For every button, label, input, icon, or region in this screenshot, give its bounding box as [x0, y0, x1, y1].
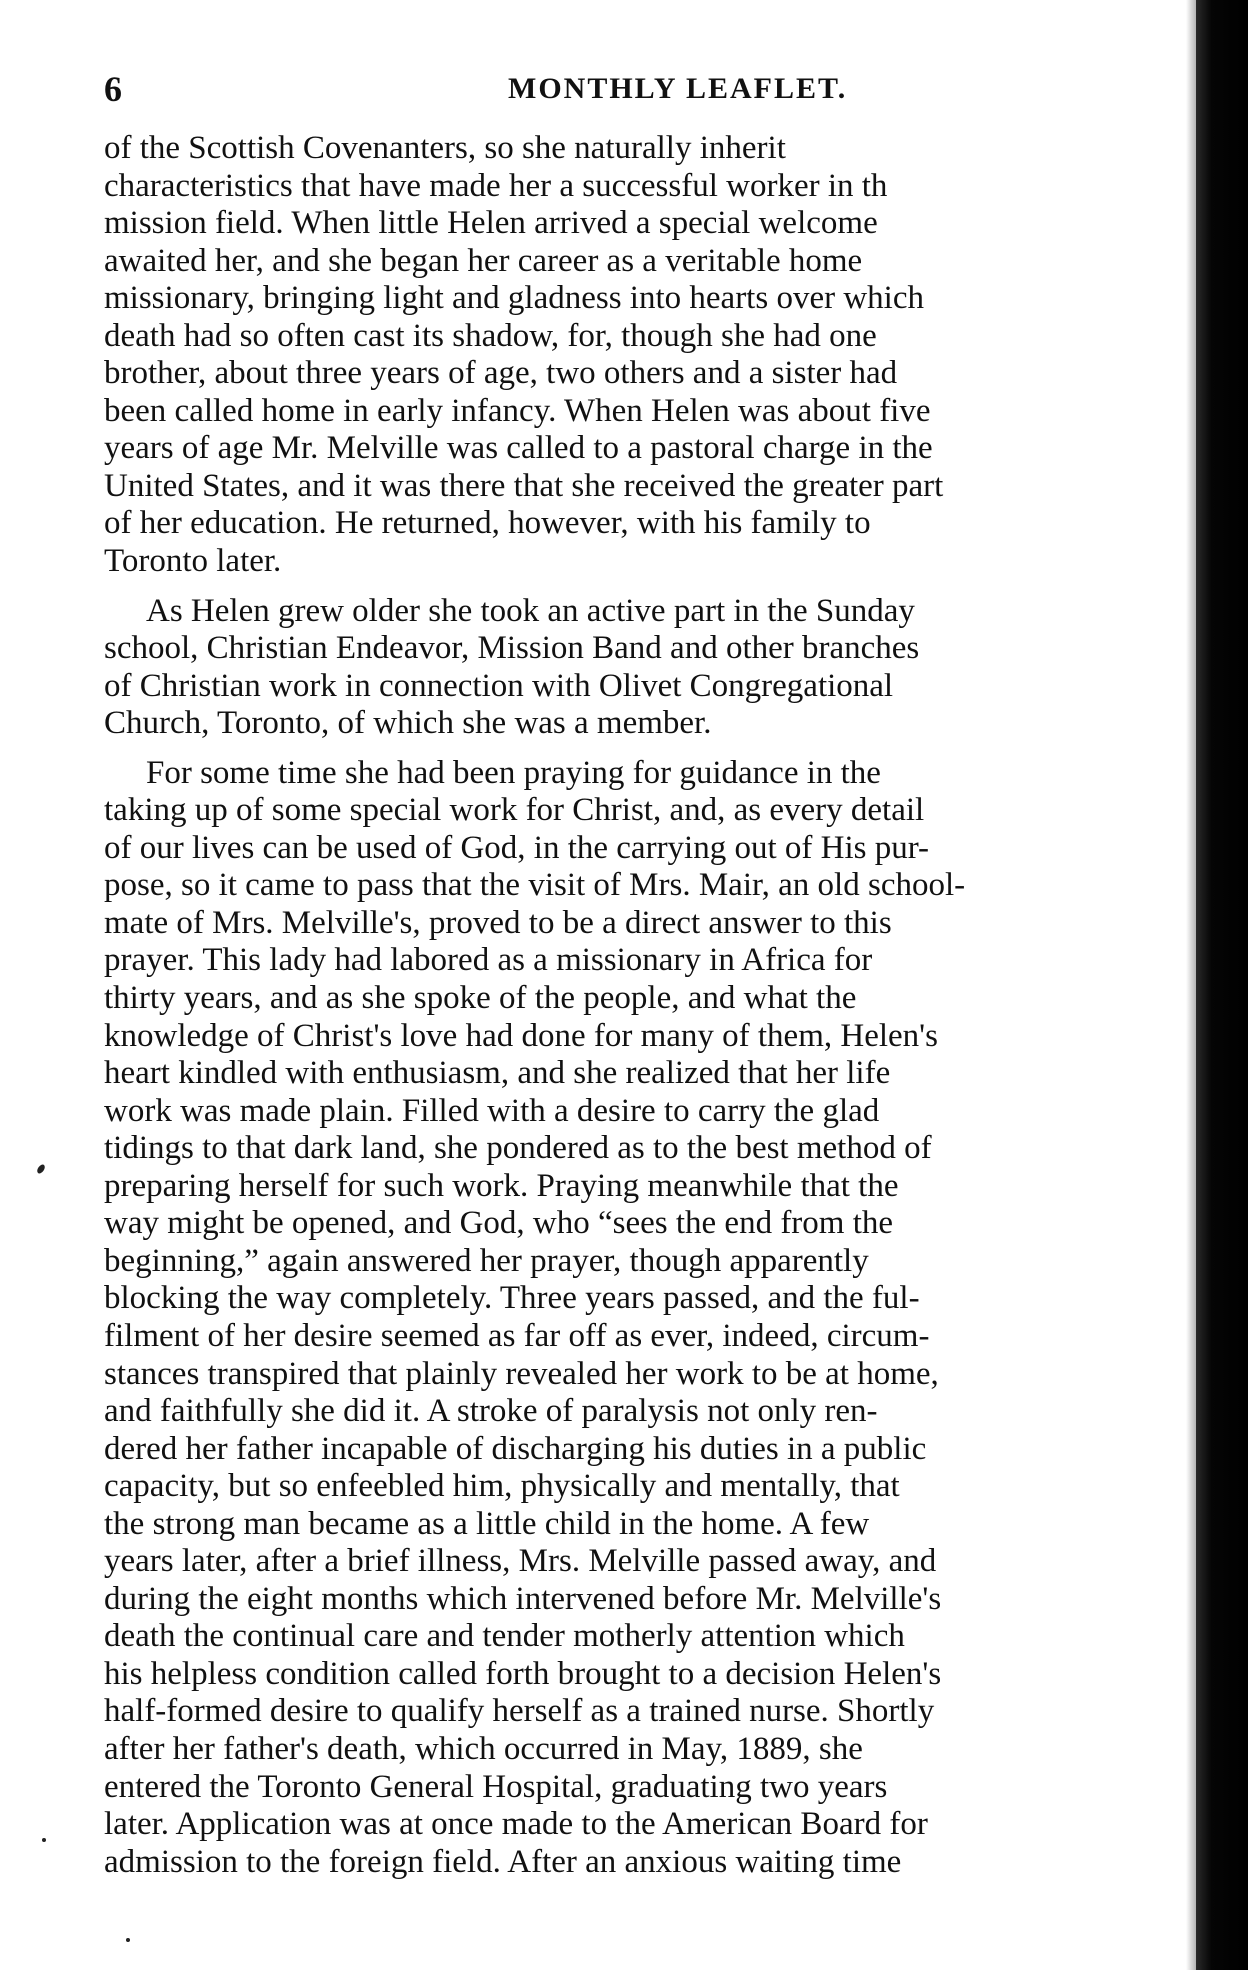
paragraph	[104, 593, 1194, 743]
text-line: of Christian work in connection with Olivet Congregational	[104, 667, 894, 704]
text-line: brother, about three years of age, two others and a sister had	[104, 355, 898, 392]
text-line: prayer. This lady had labored as a missionary in Africa for	[104, 942, 873, 979]
text-line: Church, Toronto, of which she was a member.	[104, 705, 712, 742]
text-line: heart kindled with enthusiasm, and she realized that her life	[104, 1055, 891, 1092]
text-line: As Helen grew older she took an active part in the Sunday	[146, 592, 915, 629]
text-line: preparing herself for such work. Praying meanwhile that the	[104, 1167, 899, 1204]
text-line: pose, so it came to pass that the visit of Mrs. Mair, an old school-	[104, 867, 966, 904]
paragraph	[104, 130, 1194, 581]
text-line: later. Application was at once made to the American Board for	[104, 1806, 928, 1843]
text-line: filment of her desire seemed as far off as ever, indeed, circum-	[104, 1317, 930, 1354]
running-title: MONTHLY LEAFLET.	[508, 72, 848, 105]
text-line: awaited her, and she began her career as a veritable home	[104, 242, 863, 279]
text-line: work was made plain. Filled with a desire to carry the glad	[104, 1092, 880, 1129]
text-line: dered her father incapable of discharging his duties in a public	[104, 1430, 927, 1467]
text-line: school, Christian Endeavor, Mission Band and other branches	[104, 630, 920, 667]
text-line: taking up of some special work for Christ, and, as every detail	[104, 792, 925, 829]
text-line: of her education. He returned, however, with his family to	[104, 505, 871, 542]
text-line: the strong man became as a little child in the home. A few	[104, 1505, 870, 1542]
page-header	[104, 68, 1164, 112]
text-line: missionary, bringing light and gladness into hearts over which	[104, 280, 924, 317]
text-line: mate of Mrs. Melville's, proved to be a direct answer to this	[104, 904, 892, 941]
text-line: beginning,” again answered her prayer, though apparently	[104, 1242, 869, 1279]
ink-speck	[126, 1938, 130, 1942]
text-line: way might be opened, and God, who “sees the end from the	[104, 1205, 894, 1242]
paragraph-gap	[104, 581, 1194, 593]
text-line: of the Scottish Covenanters, so she naturally inherit	[104, 130, 786, 166]
text-line: tidings to that dark land, she pondered as to the best method of	[104, 1130, 932, 1167]
text-line: entered the Toronto General Hospital, graduating two years	[104, 1768, 888, 1805]
text-line: his helpless condition called forth brought to a decision Helen's	[104, 1655, 942, 1692]
ink-speck	[42, 1838, 46, 1842]
text-line: been called home in early infancy. When Helen was about five	[104, 392, 931, 429]
binding-edge	[1196, 0, 1248, 1970]
text-line: years later, after a brief illness, Mrs. Melville passed away, and	[104, 1543, 937, 1580]
text-line: characteristics that have made her a successful worker in th	[104, 167, 888, 204]
ink-speck	[36, 1163, 47, 1175]
text-line: knowledge of Christ's love had done for many of them, Helen's	[104, 1017, 938, 1054]
text-line: capacity, but so enfeebled him, physically and mentally, that	[104, 1468, 900, 1505]
text-line: thirty years, and as she spoke of the people, and what the	[104, 980, 857, 1017]
text-line: of our lives can be used of God, in the carrying out of His pur-	[104, 829, 930, 866]
text-line: blocking the way completely. Three years passed, and the ful-	[104, 1280, 920, 1317]
text-line: death the continual care and tender motherly attention which	[104, 1618, 905, 1655]
text-line: after her father's death, which occurred in May, 1889, she	[104, 1730, 863, 1767]
text-line: years of age Mr. Melville was called to a pastoral charge in the	[104, 430, 933, 467]
text-line: during the eight months which intervened before Mr. Melville's	[104, 1580, 942, 1617]
text-line: admission to the foreign field. After an anxious waiting time	[104, 1843, 902, 1880]
paragraph	[104, 755, 1194, 1881]
text-line: and faithfully she did it. A stroke of paralysis not only ren-	[104, 1393, 878, 1430]
text-line: United States, and it was there that she received the greater part	[104, 467, 944, 504]
page-number: 6	[104, 69, 122, 109]
text-line: Toronto later.	[104, 543, 282, 580]
text-line: For some time she had been praying for guidance in the	[146, 754, 881, 791]
text-line: death had so often cast its shadow, for, though she had one	[104, 317, 877, 354]
text-line: stances transpired that plainly revealed her work to be at home,	[104, 1355, 939, 1392]
body-text	[104, 130, 1194, 1881]
text-line: half-formed desire to qualify herself as a trained nurse. Shortly	[104, 1693, 935, 1730]
paragraph-gap	[104, 743, 1194, 755]
text-line: mission field. When little Helen arrived a special welcome	[104, 205, 878, 242]
